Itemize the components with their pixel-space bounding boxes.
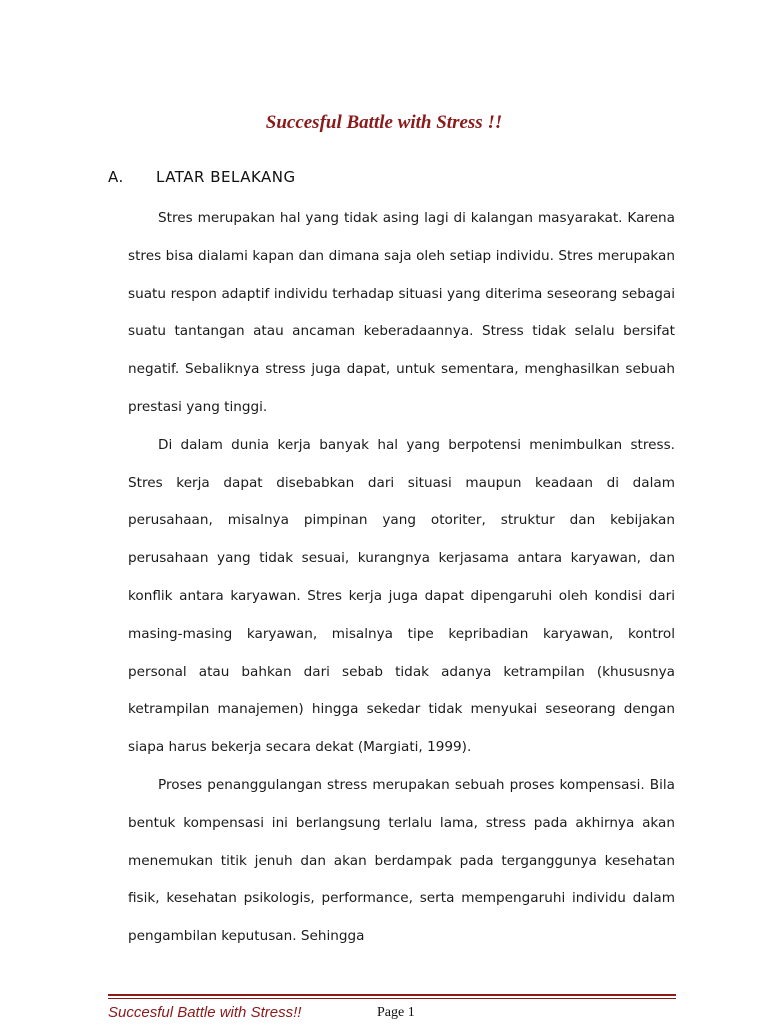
footer-title: Succesful Battle with Stress!! <box>108 1004 302 1021</box>
footer-rule-thick <box>108 994 676 996</box>
page-number: Page 1 <box>377 1005 415 1020</box>
paragraph-1: Stres merupakan hal yang tidak asing lagi di kalangan masyarakat. Karena stres bisa dialami kapan dan dimana saja oleh setiap individu. Stres merupakan suatu respon adaptif individu terhadap situasi yang diterima seseorang sebagai suatu tantangan atau ancaman keberadaannya. Stress tidak selalu bersifat negatif. Sebaliknya stress juga dapat, untuk sementara, menghasilkan sebuah prestasi yang tinggi. <box>128 210 675 415</box>
section-number: A. <box>108 168 124 186</box>
paragraph-2: Di dalam dunia kerja banyak hal yang berpotensi menimbulkan stress. Stres kerja dapat disebabkan dari situasi maupun keadaan di dalam perusahaan, misalnya pimpinan yang otoriter, struktur dan kebijakan perusahaan yang tidak sesuai, kurangnya kerjasama antara karyawan, dan konflik antara karyawan. Stres kerja juga dapat dipengaruhi oleh kondisi dari masing-masing karyawan, misalnya tipe kepribadian karyawan, kontrol personal atau bahkan dari sebab tidak adanya ketrampilan (khususnya ketrampilan manajemen) hingga sekedar tidak menyukai seseorang dengan siapa harus bekerja secara dekat (Margiati, 1999). <box>128 436 675 756</box>
body-text <box>128 200 675 956</box>
footer-divider <box>108 994 676 999</box>
footer-rule-thin <box>108 998 676 999</box>
document-title: Succesful Battle with Stress !! <box>265 112 503 133</box>
section-title: LATAR BELAKANG <box>156 168 296 186</box>
paragraph-3: Proses penanggulangan stress merupakan sebuah proses kompensasi. Bila bentuk kompensasi ini berlangsung terlalu lama, stress pada akhirnya akan menemukan titik jenuh dan akan berdampak pada terganggunya kesehatan fisik, kesehatan psikologis, performance, serta mempengaruhi individu dalam pengambilan keputusan. Sehingga <box>128 776 675 945</box>
section-heading <box>108 168 296 186</box>
